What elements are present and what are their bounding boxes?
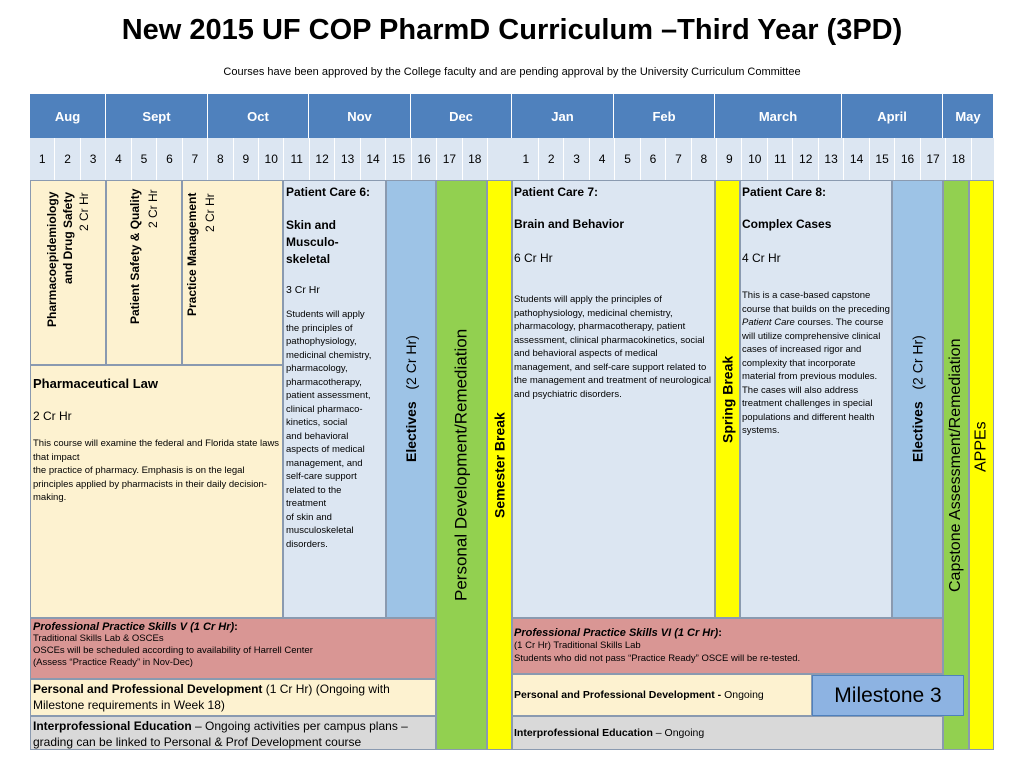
ipe-fall-title: Interprofessional Education <box>33 719 192 733</box>
week-number: 13 <box>819 138 844 180</box>
week-number: 9 <box>717 138 742 180</box>
week-number: 16 <box>895 138 920 180</box>
pps5-colon: : <box>234 621 238 633</box>
spring-electives-cr: (2 Cr Hr) <box>909 335 926 391</box>
pharm-law-desc2: the practice of pharmacy. Emphasis is on the legal principles applied by pharmacists in their daily decision-making. <box>33 465 267 503</box>
capstone-label: Capstone Assessment/Remediation <box>947 338 964 592</box>
pps6-l2: Students who did not pass “Practice Ready” OSCE will be re-tested. <box>514 653 801 664</box>
personal-development-remediation <box>436 180 487 750</box>
ppd-spring-rest: Ongoing <box>724 689 764 701</box>
week-number: 2 <box>55 138 80 180</box>
patient-care-7-course <box>512 180 715 618</box>
ppd-fall <box>30 679 436 716</box>
pps5-course <box>30 618 436 679</box>
pc6-cr: 3 Cr Hr <box>286 284 320 296</box>
ppd-spring <box>512 674 812 716</box>
week-number: 14 <box>361 138 386 180</box>
spring-electives <box>892 180 943 618</box>
week-number: 8 <box>692 138 717 180</box>
week-number: 5 <box>615 138 640 180</box>
pc6-desc-line: the principles of <box>286 322 353 334</box>
week-number: 2 <box>539 138 564 180</box>
milestone-3-badge: Milestone 3 <box>812 675 964 716</box>
month-dec: Dec <box>411 94 512 138</box>
week-number: 17 <box>921 138 946 180</box>
week-number: 10 <box>259 138 284 180</box>
week-number: 1 <box>30 138 55 180</box>
practice-mgmt-course <box>182 180 283 365</box>
week-number: 6 <box>157 138 182 180</box>
pc7-description: Students will apply the principles of pathophysiology, medicinal chemistry, pharmacology, pharmacotherapy, patient assessment, clinical pharmacokinetics, social and behavioral aspects of medical management, and self-care support related to the management and treatment of neurological and psychiatric disorders. <box>514 294 711 400</box>
pharmacoepi-line1-text: Pharmacoepidemiology <box>45 192 59 328</box>
pc6-description <box>286 308 383 551</box>
pc7-cr: 6 Cr Hr <box>514 251 553 265</box>
week-number: 7 <box>183 138 208 180</box>
week-number: 10 <box>743 138 768 180</box>
capstone-assessment <box>943 180 969 750</box>
week-number: 3 <box>81 138 106 180</box>
spring-electives-label: Electives <box>909 401 926 463</box>
month-nov: Nov <box>309 94 411 138</box>
pps5-l2: OSCEs will be scheduled according to availability of Harrell Center <box>33 645 313 656</box>
spring-break-label: Spring Break <box>719 355 736 443</box>
pc6-desc-line: of skin and <box>286 511 332 523</box>
pc8-cr: 4 Cr Hr <box>742 251 781 265</box>
fall-electives-label: Electives <box>403 401 419 463</box>
month-aug: Aug <box>30 94 106 138</box>
pc6-desc-line: pharmacology, <box>286 363 348 374</box>
pc7-title: Patient Care 7: <box>514 185 599 199</box>
safety-title: Patient Safety & Quality <box>128 189 142 325</box>
ppd-spring-title: Personal and Professional Development - <box>514 689 725 701</box>
week-number: 11 <box>285 138 310 180</box>
week-number: 17 <box>437 138 462 180</box>
pc6-desc-line: and behavioral <box>286 430 349 442</box>
month-april: April <box>842 94 943 138</box>
spring-break <box>715 180 740 618</box>
pd-remediation-label: Personal Development/Remediation <box>451 328 471 602</box>
safety-cr: 2 Cr Hr <box>146 189 160 228</box>
pc6-desc-line: musculoskeletal <box>286 525 354 536</box>
pc6-desc-line: treatment <box>286 498 327 509</box>
week-number: 18 <box>946 138 971 180</box>
month-march: March <box>715 94 842 138</box>
semester-break-label: Semester Break <box>491 412 508 518</box>
pps6-course <box>512 618 943 674</box>
pharmacoepi-cr: 2 Cr Hr <box>77 192 91 231</box>
pc6-desc-line: patient assessment, <box>286 390 371 401</box>
pps6-l1: (1 Cr Hr) Traditional Skills Lab <box>514 640 641 651</box>
pc8-desc-em: Patient Care <box>742 317 795 328</box>
ipe-spring-title: Interprofessional Education <box>514 727 653 739</box>
month-may: May <box>943 94 994 138</box>
week-number: 4 <box>106 138 131 180</box>
fall-electives-cr: (2 Cr Hr) <box>403 335 419 391</box>
week-number: 8 <box>208 138 233 180</box>
pps5-l3: (Assess “Practice Ready” in Nov-Dec) <box>33 657 193 668</box>
pc6-desc-line: disorders. <box>286 538 328 550</box>
pc6-desc-line: aspects of medical <box>286 444 365 455</box>
pc6-name3: skeletal <box>286 252 331 266</box>
pc6-desc-line: related to the <box>286 484 342 496</box>
ipe-spring-rest: – Ongoing <box>652 727 705 739</box>
pc6-desc-line: management, and <box>286 457 363 469</box>
week-number: 12 <box>794 138 819 180</box>
page-title: New 2015 UF COP PharmD Curriculum –Third Year (3PD) <box>121 14 903 46</box>
month-sept: Sept <box>106 94 208 138</box>
ipe-fall-rest: – Ongoing activities per campus plans – grading can be linked to Personal & Prof Development course <box>33 719 408 749</box>
semester-break <box>487 180 512 750</box>
pc8-title: Patient Care 8: <box>742 185 827 199</box>
pc6-name1: Skin and <box>286 218 337 232</box>
pc8-desc-a: This is a case-based capstone course that builds on the preceding <box>742 290 890 315</box>
week-number: 11 <box>768 138 793 180</box>
week-number: 7 <box>666 138 691 180</box>
safety-course <box>106 180 182 365</box>
pc8-desc-b: courses. The course will utilize comprehensive clinical cases of increased rigor and complexity that incorporate material from previous modules. The cases will also address treatment challenges in special populations and different health systems. <box>742 317 884 436</box>
pharmacoepi-text <box>30 180 106 365</box>
practice-mgmt-title: Practice Management <box>185 193 199 317</box>
pharm-law-course <box>30 365 283 618</box>
appes-label: APPEs <box>972 421 990 472</box>
pc6-desc-line: pharmacotherapy, <box>286 376 362 388</box>
ipe-fall <box>30 716 436 750</box>
pc6-desc-line: self-care support <box>286 471 357 482</box>
patient-care-8-course <box>740 180 892 618</box>
week-number: 1 <box>514 138 539 180</box>
ppd-fall-title: Personal and Professional Development <box>33 682 263 696</box>
pps6-colon: : <box>718 627 722 639</box>
week-number: 13 <box>335 138 360 180</box>
week-number: 9 <box>234 138 259 180</box>
week-number: 12 <box>310 138 335 180</box>
week-row <box>30 138 994 180</box>
week-number: 5 <box>132 138 157 180</box>
pc8-description <box>742 289 890 438</box>
week-number: 15 <box>870 138 895 180</box>
week-number: 16 <box>412 138 437 180</box>
page-subtitle: Courses have been approved by the College faculty and are pending approval by the University Curriculum Committee <box>223 66 801 78</box>
pc6-desc-line: Students will apply <box>286 309 365 320</box>
ppd-fall-rest: (1 Cr Hr) (Ongoing with Milestone requirements in Week 18) <box>33 682 390 712</box>
pharm-law-desc1: This course will examine the federal and Florida state laws that impact <box>33 438 280 463</box>
pharmacoepi-line2-text: and Drug Safety <box>61 192 75 285</box>
pc6-desc-line: kinetics, social <box>286 417 348 428</box>
pharm-law-cr: 2 Cr Hr <box>33 409 72 423</box>
month-oct: Oct <box>208 94 309 138</box>
pps5-title: Professional Practice Skills V (1 Cr Hr) <box>33 621 235 633</box>
pc6-name2: Musculo- <box>286 235 339 249</box>
pc8-name: Complex Cases <box>742 217 832 231</box>
appes-block <box>969 180 994 750</box>
pc6-desc-line: pathophysiology, <box>286 336 357 347</box>
week-number: 18 <box>463 138 488 180</box>
pc6-desc-line: medicinal chemistry, <box>286 349 372 361</box>
month-jan: Jan <box>512 94 614 138</box>
practice-mgmt-cr: 2 Cr Hr <box>203 193 217 232</box>
fall-electives <box>386 180 436 618</box>
pc6-title: Patient Care 6: <box>286 185 371 199</box>
week-number: 15 <box>386 138 411 180</box>
pc6-desc-line: clinical pharmaco- <box>286 403 363 415</box>
week-number: 4 <box>590 138 615 180</box>
week-number: 6 <box>641 138 666 180</box>
week-number: 3 <box>564 138 589 180</box>
pc7-name: Brain and Behavior <box>514 217 625 231</box>
pps6-title: Professional Practice Skills VI (1 Cr Hr) <box>514 627 719 639</box>
month-feb: Feb <box>614 94 715 138</box>
pps5-l1: Traditional Skills Lab & OSCEs <box>33 633 164 644</box>
pharm-law-title: Pharmaceutical Law <box>33 376 158 391</box>
patient-care-6-course <box>283 180 386 618</box>
ipe-spring <box>512 716 943 750</box>
week-number: 14 <box>844 138 869 180</box>
